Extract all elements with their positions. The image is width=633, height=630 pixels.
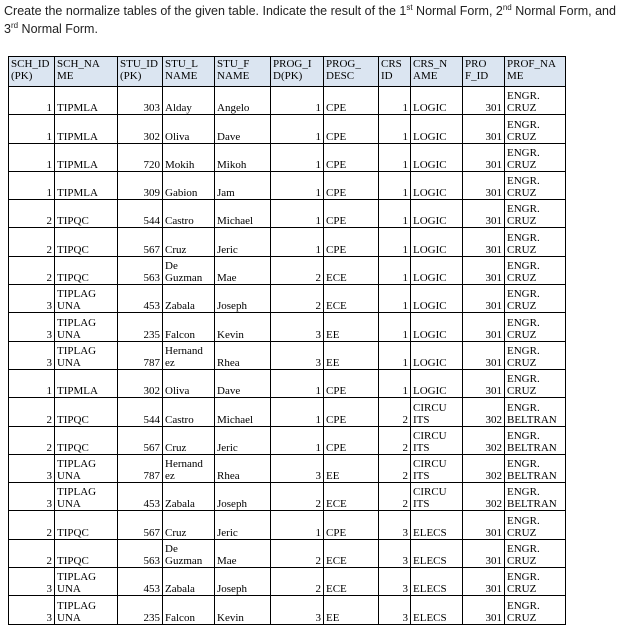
table-cell: LOGIC <box>411 143 463 171</box>
table-cell: 2 <box>9 539 55 567</box>
table-cell: CPE <box>324 426 379 454</box>
table-cell: Jam <box>215 171 271 199</box>
table-cell: 3 <box>9 568 55 596</box>
table-cell: 235 <box>118 596 163 624</box>
table-cell: TIPLAG UNA <box>55 313 118 341</box>
table-cell: CIRCU ITS <box>411 426 463 454</box>
table-cell: 3 <box>271 596 324 624</box>
table-cell: Castro <box>163 200 215 228</box>
table-cell: ECE <box>324 539 379 567</box>
table-cell: TIPLAG UNA <box>55 454 118 482</box>
table-row <box>9 341 566 369</box>
table-cell: LOGIC <box>411 171 463 199</box>
table-cell: 301 <box>463 313 505 341</box>
table-cell: 1 <box>271 369 324 397</box>
table-cell: CIRCU ITS <box>411 483 463 511</box>
table-row <box>9 596 566 624</box>
table-row <box>9 426 566 454</box>
table-cell: 302 <box>463 398 505 426</box>
column-header: CRS_N AME <box>411 57 463 87</box>
table-cell: 2 <box>271 285 324 313</box>
table-cell: TIPQC <box>55 511 118 539</box>
table-cell: 235 <box>118 313 163 341</box>
table-row <box>9 398 566 426</box>
table-cell: ENGR. CRUZ <box>505 568 566 596</box>
table-cell: 303 <box>118 87 163 115</box>
prompt-text-2: Normal Form, 2 <box>412 4 503 18</box>
table-cell: 3 <box>379 568 411 596</box>
column-header: STU_ID (PK) <box>118 57 163 87</box>
table-cell: Hernand ez <box>163 341 215 369</box>
table-row <box>9 87 566 115</box>
table-row <box>9 539 566 567</box>
header-row <box>9 57 566 87</box>
table-cell: 1 <box>9 87 55 115</box>
table-row <box>9 115 566 143</box>
table-cell: ENGR. CRUZ <box>505 369 566 397</box>
table-cell: LOGIC <box>411 200 463 228</box>
assignment-prompt <box>4 2 630 38</box>
table-cell: TIPMLA <box>55 171 118 199</box>
table-cell: 1 <box>271 143 324 171</box>
table-cell: 302 <box>463 426 505 454</box>
table-cell: ELECS <box>411 539 463 567</box>
table-cell: ENGR. CRUZ <box>505 200 566 228</box>
unnormalized-table <box>8 56 566 625</box>
table-row <box>9 483 566 511</box>
table-cell: ECE <box>324 285 379 313</box>
table-cell: LOGIC <box>411 285 463 313</box>
table-cell: ENGR. CRUZ <box>505 313 566 341</box>
table-cell: ENGR. CRUZ <box>505 511 566 539</box>
table-cell: 567 <box>118 228 163 256</box>
column-header: PRO F_ID <box>463 57 505 87</box>
table-cell: EE <box>324 596 379 624</box>
table-cell: 2 <box>271 539 324 567</box>
table-cell: Cruz <box>163 511 215 539</box>
table-cell: TIPLAG UNA <box>55 483 118 511</box>
table-cell: Kevin <box>215 596 271 624</box>
table-cell: 301 <box>463 171 505 199</box>
table-cell: 301 <box>463 511 505 539</box>
table-cell: 1 <box>271 426 324 454</box>
table-cell: 3 <box>271 313 324 341</box>
table-cell: Michael <box>215 200 271 228</box>
table-cell: 3 <box>9 483 55 511</box>
table-cell: 567 <box>118 511 163 539</box>
table-cell: 1 <box>9 115 55 143</box>
table-cell: 301 <box>463 369 505 397</box>
table-cell: CPE <box>324 369 379 397</box>
table-cell: CIRCU ITS <box>411 454 463 482</box>
table-cell: ECE <box>324 256 379 284</box>
table-cell: ELECS <box>411 511 463 539</box>
table-cell: Zabala <box>163 483 215 511</box>
table-cell: ENGR. CRUZ <box>505 228 566 256</box>
prompt-sup-3: rd <box>10 20 19 30</box>
table-cell: Jeric <box>215 511 271 539</box>
table-cell: TIPQC <box>55 256 118 284</box>
table-cell: 787 <box>118 341 163 369</box>
table-cell: 2 <box>9 200 55 228</box>
table-cell: 1 <box>271 511 324 539</box>
table-cell: TIPMLA <box>55 87 118 115</box>
column-header: STU_L NAME <box>163 57 215 87</box>
table-cell: ENGR. BELTRAN <box>505 398 566 426</box>
table-cell: 1 <box>379 143 411 171</box>
table-cell: 302 <box>118 115 163 143</box>
table-cell: 1 <box>271 115 324 143</box>
table-cell: 453 <box>118 483 163 511</box>
table-cell: Mae <box>215 256 271 284</box>
table-cell: CPE <box>324 228 379 256</box>
table-cell: 1 <box>271 87 324 115</box>
table-cell: 567 <box>118 426 163 454</box>
table-cell: Gabion <box>163 171 215 199</box>
table-cell: ECE <box>324 483 379 511</box>
column-header: PROG_I D(PK) <box>271 57 324 87</box>
table-cell: 301 <box>463 539 505 567</box>
table-row <box>9 285 566 313</box>
table-cell: 2 <box>271 568 324 596</box>
table-cell: 2 <box>379 454 411 482</box>
table-cell: TIPQC <box>55 228 118 256</box>
table-cell: 3 <box>9 285 55 313</box>
table-cell: 2 <box>271 483 324 511</box>
table-cell: 2 <box>9 228 55 256</box>
table-cell: 302 <box>118 369 163 397</box>
table-cell: 2 <box>379 483 411 511</box>
column-header: SCH_ID (PK) <box>9 57 55 87</box>
table-cell: 3 <box>271 454 324 482</box>
prompt-text-4: Normal Form. <box>18 22 98 36</box>
table-cell: 2 <box>9 256 55 284</box>
table-cell: Alday <box>163 87 215 115</box>
table-row <box>9 511 566 539</box>
table-cell: De Guzman <box>163 256 215 284</box>
table-cell: 3 <box>9 313 55 341</box>
table-cell: ENGR. CRUZ <box>505 285 566 313</box>
table-cell: 302 <box>463 483 505 511</box>
table-cell: ENGR. BELTRAN <box>505 483 566 511</box>
prompt-sup-1: st <box>406 2 413 12</box>
table-cell: ENGR. CRUZ <box>505 115 566 143</box>
table-cell: TIPLAG UNA <box>55 568 118 596</box>
table-cell: 302 <box>463 454 505 482</box>
table-cell: 301 <box>463 341 505 369</box>
table-cell: 1 <box>379 87 411 115</box>
table-cell: LOGIC <box>411 256 463 284</box>
table-cell: ENGR. CRUZ <box>505 256 566 284</box>
table-cell: Angelo <box>215 87 271 115</box>
table-cell: 1 <box>379 341 411 369</box>
table-cell: Joseph <box>215 285 271 313</box>
column-header: PROF_NA ME <box>505 57 566 87</box>
table-cell: 563 <box>118 256 163 284</box>
table-cell: LOGIC <box>411 313 463 341</box>
table-cell: 301 <box>463 200 505 228</box>
table-cell: 3 <box>379 539 411 567</box>
prompt-sup-2: nd <box>502 2 512 12</box>
table-cell: 1 <box>379 171 411 199</box>
table-cell: 3 <box>379 511 411 539</box>
table-cell: LOGIC <box>411 341 463 369</box>
table-cell: 1 <box>271 398 324 426</box>
table-cell: CPE <box>324 143 379 171</box>
table-cell: LOGIC <box>411 228 463 256</box>
table-cell: Zabala <box>163 285 215 313</box>
table-cell: TIPQC <box>55 426 118 454</box>
table-cell: EE <box>324 341 379 369</box>
table-cell: 3 <box>379 596 411 624</box>
table-row <box>9 143 566 171</box>
table-cell: TIPLAG UNA <box>55 596 118 624</box>
table-cell: TIPQC <box>55 398 118 426</box>
table-cell: 563 <box>118 539 163 567</box>
table-cell: TIPMLA <box>55 369 118 397</box>
table-cell: TIPLAG UNA <box>55 341 118 369</box>
table-cell: 1 <box>379 115 411 143</box>
table-cell: CPE <box>324 398 379 426</box>
table-cell: 1 <box>379 285 411 313</box>
column-header: SCH_NA ME <box>55 57 118 87</box>
table-cell: 2 <box>9 511 55 539</box>
table-cell: ENGR. BELTRAN <box>505 426 566 454</box>
table-cell: 1 <box>9 369 55 397</box>
table-cell: Joseph <box>215 568 271 596</box>
table-row <box>9 454 566 482</box>
table-cell: 3 <box>9 454 55 482</box>
table-cell: EE <box>324 454 379 482</box>
table-cell: ENGR. CRUZ <box>505 341 566 369</box>
table-cell: 301 <box>463 596 505 624</box>
table-cell: 1 <box>379 200 411 228</box>
table-cell: CIRCU ITS <box>411 398 463 426</box>
table-cell: Mokih <box>163 143 215 171</box>
table-cell: ELECS <box>411 596 463 624</box>
table-cell: 1 <box>271 200 324 228</box>
table-cell: 301 <box>463 568 505 596</box>
prompt-text-1: Create the normalize tables of the given table. Indicate the result of the 1 <box>4 4 407 18</box>
table-body <box>9 87 566 625</box>
table-cell: 1 <box>271 171 324 199</box>
table-cell: ELECS <box>411 568 463 596</box>
table-cell: Dave <box>215 369 271 397</box>
table-cell: 1 <box>9 143 55 171</box>
column-header: CRS ID <box>379 57 411 87</box>
table-cell: 301 <box>463 143 505 171</box>
table-row <box>9 171 566 199</box>
table-cell: TIPQC <box>55 539 118 567</box>
table-cell: 301 <box>463 87 505 115</box>
table-cell: 1 <box>271 228 324 256</box>
table-cell: Mae <box>215 539 271 567</box>
table-cell: 309 <box>118 171 163 199</box>
table-cell: Joseph <box>215 483 271 511</box>
table-cell: TIPMLA <box>55 115 118 143</box>
table-cell: 2 <box>9 398 55 426</box>
table-cell: CPE <box>324 511 379 539</box>
table-cell: 1 <box>379 256 411 284</box>
table-cell: ENGR. CRUZ <box>505 596 566 624</box>
table-cell: 1 <box>379 313 411 341</box>
table-cell: Cruz <box>163 228 215 256</box>
table-cell: 2 <box>379 426 411 454</box>
table-cell: TIPLAG UNA <box>55 285 118 313</box>
table-row <box>9 568 566 596</box>
prompt-text-3: Normal Form, and 3 <box>4 4 616 36</box>
table-cell: Zabala <box>163 568 215 596</box>
table-cell: LOGIC <box>411 87 463 115</box>
table-cell: 1 <box>379 369 411 397</box>
table-cell: CPE <box>324 171 379 199</box>
table-cell: Rhea <box>215 454 271 482</box>
table-cell: ENGR. CRUZ <box>505 171 566 199</box>
column-header: PROG_ DESC <box>324 57 379 87</box>
table-cell: Oliva <box>163 115 215 143</box>
table-cell: 301 <box>463 285 505 313</box>
table-cell: 544 <box>118 398 163 426</box>
table-row <box>9 200 566 228</box>
table-cell: 1 <box>379 228 411 256</box>
table-cell: 1 <box>9 171 55 199</box>
table-row <box>9 369 566 397</box>
table-cell: CPE <box>324 115 379 143</box>
table-cell: 544 <box>118 200 163 228</box>
table-cell: 720 <box>118 143 163 171</box>
table-row <box>9 313 566 341</box>
column-header: STU_F NAME <box>215 57 271 87</box>
table-cell: 453 <box>118 568 163 596</box>
table-cell: 3 <box>9 596 55 624</box>
table-cell: Kevin <box>215 313 271 341</box>
table-cell: Rhea <box>215 341 271 369</box>
table-cell: Cruz <box>163 426 215 454</box>
table-cell: Oliva <box>163 369 215 397</box>
table-cell: 3 <box>271 341 324 369</box>
table-cell: EE <box>324 313 379 341</box>
table-cell: 787 <box>118 454 163 482</box>
table-cell: LOGIC <box>411 369 463 397</box>
table-cell: 3 <box>9 341 55 369</box>
table-cell: LOGIC <box>411 115 463 143</box>
table-cell: Jeric <box>215 426 271 454</box>
table-cell: De Guzman <box>163 539 215 567</box>
table-cell: 453 <box>118 285 163 313</box>
table-row <box>9 228 566 256</box>
table-cell: Falcon <box>163 596 215 624</box>
table-row <box>9 256 566 284</box>
table-cell: 2 <box>379 398 411 426</box>
table-cell: Mikoh <box>215 143 271 171</box>
table-cell: CPE <box>324 87 379 115</box>
table-cell: CPE <box>324 200 379 228</box>
table-cell: Dave <box>215 115 271 143</box>
table-cell: Jeric <box>215 228 271 256</box>
table-cell: ENGR. CRUZ <box>505 539 566 567</box>
table-cell: Falcon <box>163 313 215 341</box>
table-cell: ENGR. CRUZ <box>505 87 566 115</box>
table-cell: Hernand ez <box>163 454 215 482</box>
table-cell: ENGR. CRUZ <box>505 143 566 171</box>
table-cell: 2 <box>271 256 324 284</box>
table-cell: TIPQC <box>55 200 118 228</box>
table-cell: Castro <box>163 398 215 426</box>
table-cell: 2 <box>9 426 55 454</box>
table-cell: 301 <box>463 256 505 284</box>
table-cell: TIPMLA <box>55 143 118 171</box>
table-cell: ENGR. BELTRAN <box>505 454 566 482</box>
table-cell: Michael <box>215 398 271 426</box>
table-cell: 301 <box>463 228 505 256</box>
table-cell: ECE <box>324 568 379 596</box>
table-cell: 301 <box>463 115 505 143</box>
